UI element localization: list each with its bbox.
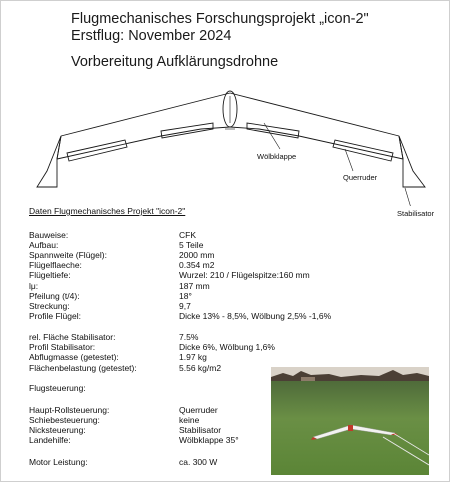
stabilisator-leader <box>405 188 411 206</box>
row-key: Spannweite (Flügel): <box>29 250 107 260</box>
row-key: Landehilfe: <box>29 435 71 445</box>
row-value: 5 Teile <box>179 240 204 250</box>
right-leading-edge <box>230 93 399 136</box>
right-stabilizer <box>399 136 425 187</box>
row-key: Schiebesteuerung: <box>29 415 100 425</box>
row-value: 5.56 kg/m2 <box>179 363 222 373</box>
row-value: Wölbklappe 35° <box>179 435 239 445</box>
data-section-title: Daten Flugmechanisches Projekt "icon-2" <box>29 206 186 216</box>
row-key: lμ: <box>29 281 39 291</box>
wing-planform-diagram <box>1 1 450 206</box>
row-key: Flächenbelastung (getestet): <box>29 363 137 373</box>
flight-control-heading: Flugsteuerung: <box>29 383 86 393</box>
right-flap <box>247 123 299 138</box>
left-trailing-edge <box>57 127 230 159</box>
row-key: Profile Flügel: <box>29 311 81 321</box>
row-value: 9,7 <box>179 301 191 311</box>
row-key: Flügeltiefe: <box>29 270 71 280</box>
row-value: 0.354 m2 <box>179 260 215 270</box>
left-stabilizer <box>37 136 61 187</box>
row-value: Wurzel: 210 / Flügelspitze:160 mm <box>179 270 310 280</box>
page-subtitle: Vorbereitung Aufklärungsdrohne <box>71 54 279 70</box>
row-key: rel. Fläche Stabilisator: <box>29 332 116 342</box>
row-key: Bauweise: <box>29 230 69 240</box>
first-flight-date: Erstflug: November 2024 <box>71 28 232 44</box>
left-leading-edge <box>61 93 230 136</box>
row-key: Motor Leistung: <box>29 457 88 467</box>
right-trailing-edge <box>230 127 403 159</box>
row-key: Abflugmasse (getestet): <box>29 352 119 362</box>
row-value: Dicke 13% - 8,5%, Wölbung 2,5% -1,6% <box>179 311 332 321</box>
row-value: ca. 300 W <box>179 457 218 467</box>
stabilisator-label: Stabilisator <box>397 209 435 218</box>
row-key: Pfeilung (t/4): <box>29 291 80 301</box>
page-title: Flugmechanisches Forschungsprojekt „icon-2" <box>71 11 369 27</box>
row-value: keine <box>179 415 200 425</box>
row-key: Haupt-Rollsteuerung: <box>29 405 110 415</box>
row-value: 7.5% <box>179 332 199 342</box>
row-key: Flügelflaeche: <box>29 260 82 270</box>
row-key: Streckung: <box>29 301 70 311</box>
woelbklappe-label: Wölbklappe <box>257 152 297 161</box>
row-value: 187 mm <box>179 281 210 291</box>
row-value: CFK <box>179 230 196 240</box>
querruder-leader <box>345 149 353 171</box>
row-value: Stabilisator <box>179 425 222 435</box>
field-photo <box>271 367 429 475</box>
row-key: Aufbau: <box>29 240 59 250</box>
row-value: 2000 mm <box>179 250 215 260</box>
row-value: 18° <box>179 291 192 301</box>
building <box>301 377 315 381</box>
left-flap <box>161 123 213 138</box>
row-key: Nicksteuerung: <box>29 425 86 435</box>
row-value: Querruder <box>179 405 218 415</box>
row-key: Profil Stabilisator: <box>29 342 96 352</box>
row-value: 1.97 kg <box>179 352 207 362</box>
row-value: Dicke 6%, Wölbung 1,6% <box>179 342 275 352</box>
querruder-label: Querruder <box>343 173 378 182</box>
